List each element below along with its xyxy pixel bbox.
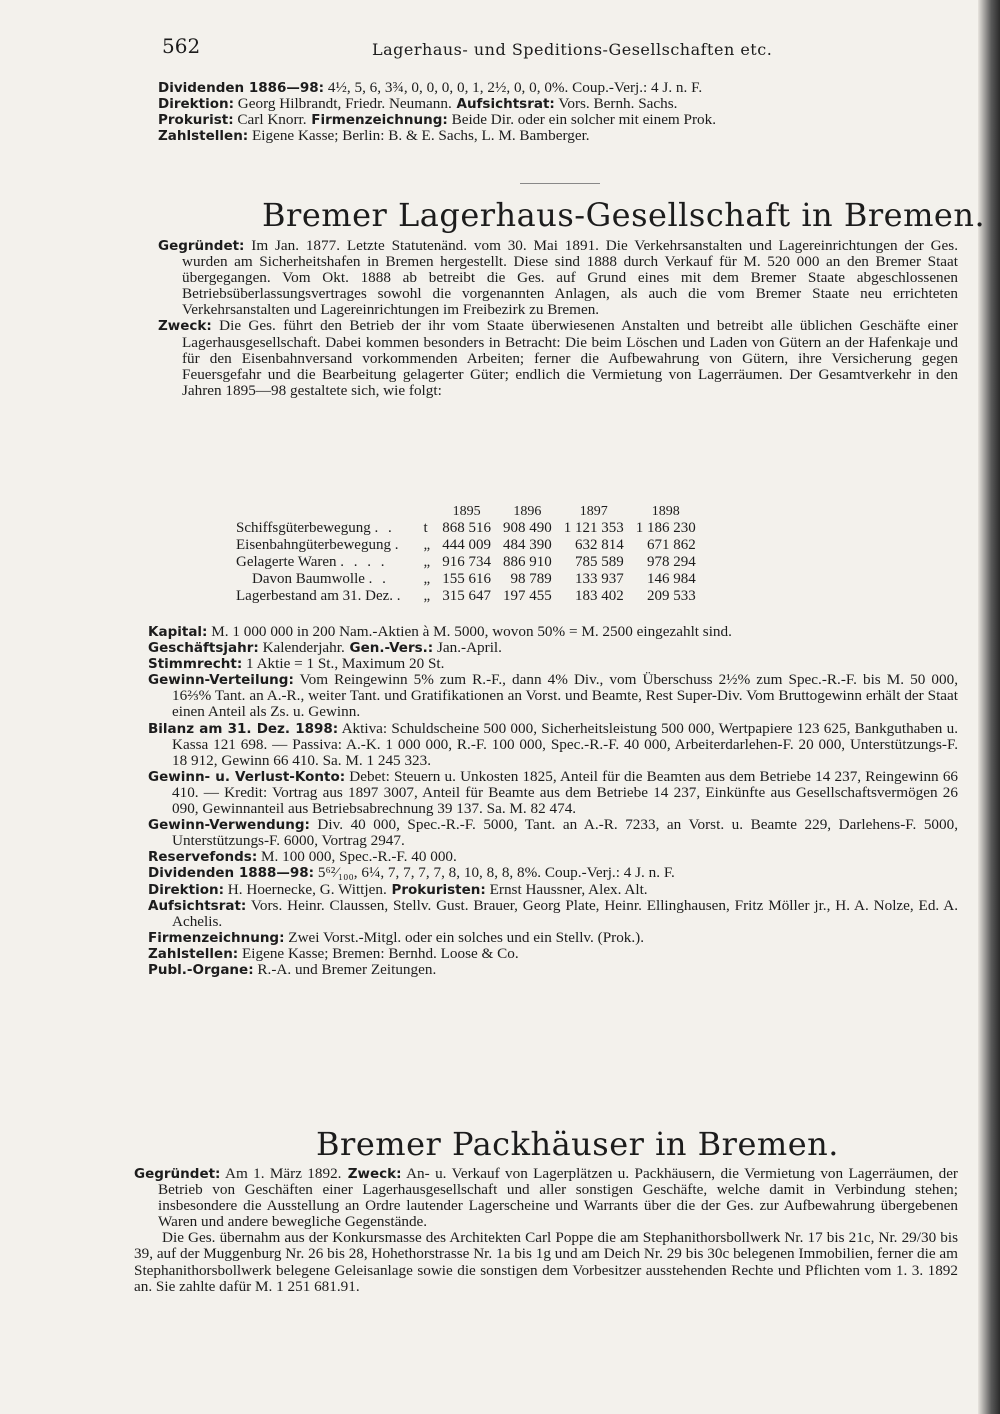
company2-heading: Bremer Packhäuser in Bremen.	[316, 1125, 839, 1163]
prev-zahlstellen: Zahlstellen: Eigene Kasse; Berlin: B. & E. Sachs, L. M. Bamberger.	[158, 127, 590, 145]
geschaeftsjahr: Geschäftsjahr: Kalenderjahr. Gen.-Vers.: Jan.-April.	[148, 639, 502, 657]
company1-details	[148, 624, 958, 978]
cell-value: 209 533	[646, 588, 696, 604]
company1-zweck: Zweck: Die Ges. führt den Betrieb der ihr vom Staate überwiesenen Anstalten und betreibt alle üblichen Geschäfte einer Lagerhausgesellschaft. Dabei kommen besonders in Betracht: Die beim Löschen und Laden von Gütern an der Hafenkaje und für den Eisenbahnversand vorkommenden Arbeiten; ferner die Aufbewahrung von Gütern, ihre Versicherung gegen Feuersgefahr und die Bearbeitung gelagerter Güter; endlich die Vermietung von Lagerräumen. Der Gesamtverkehr in den Jahren 1895—98 gestaltete sich, wie folgt:	[158, 317, 958, 399]
prev-prokurist: Prokurist: Carl Knorr. Firmenzeichnung: Beide Dir. oder ein solcher mit einem Prok.	[158, 111, 717, 129]
row-label: Eisenbahngüterbewegung .	[236, 537, 402, 553]
row-unit: „	[423, 537, 431, 553]
stimmrecht: Stimmrecht: 1 Aktie = 1 St., Maximum 20 St.	[148, 655, 445, 673]
prev-direction: Direktion: Georg Hilbrandt, Friedr. Neumann. Aufsichtsrat: Vors. Bernh. Sachs.	[158, 95, 678, 113]
company2-body	[134, 1166, 958, 1295]
row-unit: t	[423, 520, 428, 536]
row-label: Schiffsgüterbewegung . .	[236, 520, 395, 536]
row-label: Gelagerte Waren . . . .	[236, 554, 388, 570]
year-header: 1897	[579, 504, 608, 519]
zahlstellen: Zahlstellen: Eigene Kasse; Bremen: Bernhd. Loose & Co.	[148, 944, 519, 962]
year-header: 1895	[452, 504, 481, 519]
company2-gegruendet-zweck: Gegründet: Am 1. März 1892. Zweck: An- u. Verkauf von Lagerplätzen u. Packhäusern, die Vermietung von Lagerräumen, der Betrieb von Geschäften einer Lagerhausgesellschaft und aller sonstigen Geschäfte, welche damit in Verbindung stehen; insbesondere die Ausstellung an Ordre lautender Lagerscheine und Warrants über die der Ges. zur Aufbewahrung übergebenen Waren und andere bewegliche Gegenstände.	[134, 1165, 958, 1231]
cell-value: 886 910	[502, 554, 552, 570]
cell-value: 183 402	[574, 588, 624, 604]
year-header: 1896	[513, 504, 542, 519]
cell-value: 1 186 230	[635, 520, 696, 536]
cell-value: 978 294	[646, 554, 696, 570]
company1-intro	[158, 238, 958, 399]
prev-dividends: Dividenden 1886—98: 4½, 5, 6, 3¾, 0, 0, 0, 0, 1, 2½, 0, 0, 0%. Coup.-Verj.: 4 J. n. F.	[158, 79, 703, 96]
cell-value: 146 984	[646, 571, 696, 587]
traffic-table	[230, 503, 702, 605]
cell-value: 785 589	[574, 554, 624, 570]
cell-value: 671 862	[646, 537, 696, 553]
cell-value: 916 734	[442, 554, 491, 570]
cell-value: 155 616	[442, 571, 491, 587]
page-header	[162, 34, 952, 64]
cell-value: 1 121 353	[563, 520, 624, 536]
table-row	[230, 554, 702, 571]
row-label: Davon Baumwolle . .	[252, 571, 389, 587]
gewinn-verlust-konto: Gewinn- u. Verlust-Konto: Debet: Steuern u. Unkosten 1825, Anteil für die Beamten aus dem Betriebe 14 237, Reingewinn 66 410. — Kredit: Vortrag aus 1897 3007, Anteil für Beamte aus dem Betriebe 14 237, Einkünfte aus Gesellschaftsvermögen 26 090, Gewinnanteil aus Betriebsabrechnung 39 137. Sa. M. 82 474.	[148, 767, 959, 818]
table-row	[230, 588, 702, 605]
year-header: 1898	[651, 504, 680, 519]
cell-value: 133 937	[574, 571, 624, 587]
cell-value: 444 009	[442, 537, 491, 553]
table-row	[230, 571, 702, 588]
bilanz: Bilanz am 31. Dez. 1898: Aktiva: Schuldscheine 500 000, Sicherheitsleistung 500 000, Wertpapiere 123 625, Bankguthaben u. Kassa 121 698. — Passiva: A.-K. 1 000 000, R.-F. 100 000, Spec.-R.-F. 40 000, Arbeiterdarlehen-F. 20 000, Unterstützungs-F. 18 912, Gewinn 66 410. Sa. M. 1 245 323.	[148, 719, 958, 769]
cell-value: 315 647	[442, 588, 491, 604]
direktion: Direktion: H. Hoernecke, G. Wittjen. Prokuristen: Ernst Haussner, Alex. Alt.	[148, 880, 648, 898]
cell-value: 484 390	[502, 537, 552, 553]
row-unit: „	[423, 571, 431, 587]
publ-organe: Publ.-Organe: R.-A. und Bremer Zeitungen.	[148, 960, 437, 978]
section-divider	[520, 183, 600, 184]
gewinn-verteilung: Gewinn-Verteilung: Vom Reingewinn 5% zum R.-F., dann 4% Div., vom Überschuss 2½% zum Spec.-R.-F. bis M. 50 000, 16⅔% Tant. an A.-R., weiter Tant. und Gratifikationen an Vorst. und Beamte, Rest Super-Div. Vom Bruttogewinn erhält der Staat einen Anteil als Zs. u. Gewinn.	[148, 671, 958, 721]
cell-value: 98 789	[510, 571, 552, 587]
company2-uebernahme: Die Ges. übernahm aus der Konkursmasse des Architekten Carl Poppe die am Stephanithorsbollwerk Nr. 17 bis 21c, Nr. 29/30 bis 39, auf der Muggenburg Nr. 26 bis 28, Hohethorstrasse Nr. 1a bis 1g und am Deich Nr. 29 bis 30c belegenen Immobilien, ferner die am Stephanithorsbollwerk belegene Geleisanlage sowie die sonstigen dem Vorbesitzer ausstehenden Rechte und Pflichten vom 1. 3. 1892 an. Sie zahlte dafür M. 1 251 681.91.	[134, 1229, 958, 1295]
aufsichtsrat: Aufsichtsrat: Vors. Heinr. Claussen, Stellv. Gust. Brauer, Georg Plate, Heinr. Ellinghausen, Fritz Möller jr., H. A. Nolze, Ed. A. Achelis.	[148, 896, 958, 930]
cell-value: 632 814	[574, 537, 624, 553]
running-title: Lagerhaus- und Speditions-Gesellschaften etc.	[372, 40, 773, 59]
cell-value: 908 490	[502, 520, 552, 536]
row-label: Lagerbestand am 31. Dez. .	[236, 588, 404, 604]
reservefonds: Reservefonds: M. 100 000, Spec.-R.-F. 40 000.	[148, 848, 457, 866]
cell-value: 197 455	[502, 588, 552, 604]
firmenzeichnung: Firmenzeichnung: Zwei Vorst.-Mitgl. oder ein solches und ein Stellv. (Prok.).	[148, 928, 645, 946]
previous-entry	[158, 80, 958, 144]
page-number: 562	[162, 34, 201, 58]
table-row	[230, 537, 702, 554]
table-row	[230, 520, 702, 537]
company1-gegruendet: Gegründet: Im Jan. 1877. Letzte Statutenänd. vom 30. Mai 1891. Die Verkehrsanstalten und Lagereinrichtungen der Ges. wurden am Sicherheitshafen in Bremen hergestellt. Diese sind 1888 durch Verkauf für M. 520 000 an den Bremer Staat übergegangen. Vom Okt. 1888 ab betreibt die Ges. auf Grund eines mit dem Bremer Staate abgeschlossenen Betriebsüberlassungsvertrages sowohl die vorgenannten Anlagen, als auch die vom Bremer Staate neu errichteten Verkehrsanstalten und Lagereinrichtungen im Freibezirk zu Bremen.	[158, 237, 958, 319]
cell-value: 868 516	[442, 520, 491, 536]
kapital: Kapital: M. 1 000 000 in 200 Nam.-Aktien à M. 5000, wovon 50% = M. 2500 eingezahlt sind.	[148, 623, 732, 640]
gewinn-verwendung: Gewinn-Verwendung: Div. 40 000, Spec.-R.-F. 5000, Tant. an A.-R. 7233, an Vorst. u. Beamte 229, Darlehens-F. 5000, Unterstützungs-F. 6000, Vortrag 2947.	[148, 816, 958, 850]
row-unit: „	[423, 554, 431, 570]
dividenden: Dividenden 1888—98: 5⁶²⁄₁₀₀, 6¼, 7, 7, 7, 7, 8, 10, 8, 8, 8%. Coup.-Verj.: 4 J. n. F.	[148, 864, 675, 882]
table-header-row	[230, 503, 702, 520]
company1-heading: Bremer Lagerhaus-Gesellschaft in Bremen.	[262, 196, 986, 234]
row-unit: „	[423, 588, 431, 604]
